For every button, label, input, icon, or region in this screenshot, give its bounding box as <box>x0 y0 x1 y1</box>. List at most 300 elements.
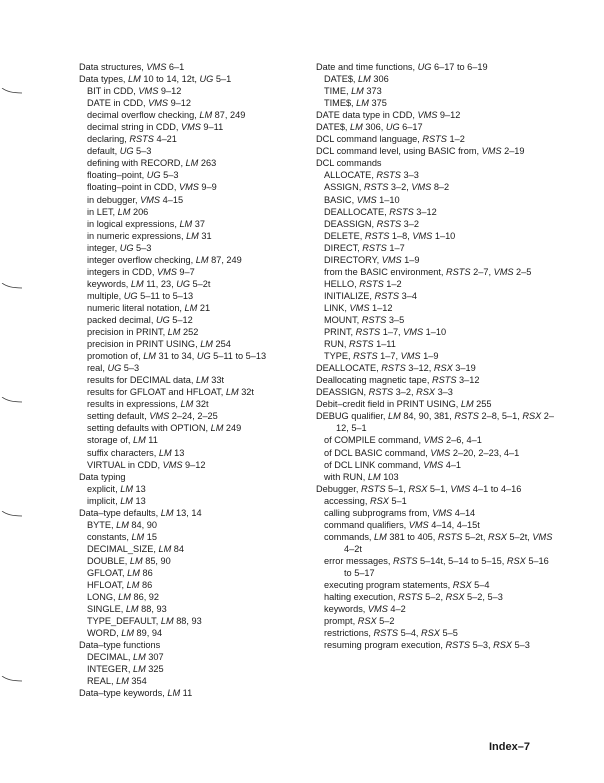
entry-text: 2–24, 2–25 <box>169 411 218 422</box>
entry-text: prompt, <box>324 616 358 627</box>
manual-abbreviation: LM <box>225 387 239 398</box>
manual-abbreviation: VMS <box>493 266 514 277</box>
index-subentry <box>316 579 556 591</box>
index-subentry <box>79 326 294 338</box>
entry-text: 1–7, <box>380 327 404 338</box>
manual-abbreviation: VMS <box>149 411 170 422</box>
manual-abbreviation: LM <box>195 375 209 386</box>
index-subentry <box>316 519 556 531</box>
manual-abbreviation: VMS <box>411 182 432 193</box>
entry-text: REAL, <box>87 676 117 687</box>
manual-abbreviation: RSTS <box>359 278 384 289</box>
manual-abbreviation: LM <box>120 495 133 506</box>
entry-text: DCL command language, <box>316 134 423 145</box>
manual-abbreviation: VMS <box>146 62 167 72</box>
index-subentry <box>79 181 294 193</box>
index-entry <box>79 687 294 699</box>
manual-abbreviation: UG <box>176 278 190 289</box>
entry-text: error messages, <box>324 555 393 566</box>
entry-text: 5–3 <box>160 170 179 181</box>
index-entry <box>79 73 294 85</box>
manual-abbreviation: LM <box>120 483 133 494</box>
manual-abbreviation: VMS <box>400 351 421 362</box>
manual-abbreviation: VMS <box>481 146 502 157</box>
entry-text: DATE data type in CDD, <box>316 110 418 121</box>
index-subentry <box>316 194 556 206</box>
manual-abbreviation: LM <box>195 254 209 265</box>
manual-abbreviation: RSX <box>452 580 472 591</box>
entry-text: 13 <box>132 483 146 494</box>
manual-abbreviation: LM <box>121 628 134 639</box>
entry-text: defining with RECORD, <box>87 158 186 169</box>
entry-text: command qualifiers, <box>324 519 409 530</box>
entry-text: 4–14, 4–15t <box>428 519 480 530</box>
entry-text: 2–8, 5–1, <box>478 411 523 422</box>
entry-text: DEALLOCATE, <box>324 206 390 217</box>
entry-text: ASSIGN, <box>324 182 364 193</box>
index-subentry <box>316 447 556 459</box>
entry-text: of DCL LINK command, <box>324 459 424 470</box>
index-subentry <box>79 543 294 555</box>
manual-abbreviation: RSTS <box>361 314 387 325</box>
entry-text: 1–9 <box>420 351 439 362</box>
entry-text: 5–1, <box>427 483 451 494</box>
entry-text: 13, 14 <box>173 507 202 518</box>
entry-text: WORD, <box>87 628 122 639</box>
entry-text: 9–12 <box>158 86 182 97</box>
index-entry <box>316 157 556 169</box>
entry-text: setting defaults with OPTION, <box>87 423 211 434</box>
manual-abbreviation: UG <box>196 351 211 362</box>
manual-abbreviation: VMS <box>367 604 388 615</box>
page-number: Index–7 <box>489 741 530 753</box>
manual-abbreviation: RSTS <box>398 592 423 603</box>
entry-text: Data types, <box>79 74 129 85</box>
index-entry <box>79 639 294 651</box>
entry-text: of DCL BASIC command, <box>324 447 431 458</box>
index-subentry <box>79 483 294 495</box>
entry-text: 1–10 <box>432 230 456 241</box>
manual-abbreviation: RSTS <box>353 351 378 362</box>
index-entry <box>316 109 556 121</box>
entry-text: packed decimal, <box>87 314 156 325</box>
entry-text: 15 <box>144 531 157 542</box>
index-subentry <box>79 290 294 302</box>
entry-text: Data typing <box>79 471 126 482</box>
manual-abbreviation: UG <box>119 242 134 253</box>
manual-abbreviation: UG <box>417 62 432 72</box>
manual-abbreviation: LM <box>158 447 172 458</box>
entry-text: Data structures, <box>79 62 147 72</box>
manual-abbreviation: LM <box>131 531 145 542</box>
entry-text: precision in PRINT USING, <box>87 339 201 350</box>
index-subentry <box>316 471 556 483</box>
entry-text: 3–19 <box>452 363 476 374</box>
index-subentry <box>79 459 294 471</box>
entry-text: Debugger, <box>316 483 361 494</box>
manual-abbreviation: VMS <box>148 98 169 109</box>
entry-text: 5–3 <box>133 242 152 253</box>
manual-abbreviation: VMS <box>532 531 553 542</box>
manual-abbreviation: UG <box>119 146 134 157</box>
entry-text: 31 <box>198 230 212 241</box>
manual-abbreviation: LM <box>143 351 156 362</box>
index-entry <box>79 471 294 483</box>
entry-text: DELETE, <box>324 230 365 241</box>
entry-text: DEASSIGN, <box>324 218 377 229</box>
manual-abbreviation: LM <box>210 423 224 434</box>
manual-abbreviation: LM <box>199 110 213 121</box>
index-subentry <box>79 386 294 398</box>
entry-text: 5–2 <box>376 616 395 627</box>
index-subentry <box>79 579 294 591</box>
entry-text: multiple, <box>87 290 124 301</box>
index-subentry <box>79 169 294 181</box>
entry-text: 306 <box>370 74 389 85</box>
entry-text: 306, <box>362 122 386 133</box>
entry-text: in LET, <box>87 206 118 217</box>
manual-abbreviation: RSTS <box>364 230 390 241</box>
index-entry <box>316 133 556 145</box>
manual-abbreviation: RSTS <box>355 327 381 338</box>
entry-text: implicit, <box>87 495 121 506</box>
entry-text: 5–2, <box>422 592 446 603</box>
manual-abbreviation: LM <box>130 278 144 289</box>
entry-text: 4–1 <box>443 459 462 470</box>
entry-text: 3–12, <box>405 363 434 374</box>
manual-abbreviation: VMS <box>450 483 471 494</box>
manual-abbreviation: RSX <box>369 495 389 506</box>
index-entry <box>316 61 556 73</box>
index-subentry <box>79 194 294 206</box>
index-subentry <box>79 663 294 675</box>
binding-hole-mark <box>0 397 24 403</box>
entry-text: 5–2t, <box>506 531 533 542</box>
manual-abbreviation: RSTS <box>376 218 402 229</box>
index-subentry <box>79 519 294 531</box>
entry-text: Data–type keywords, <box>79 688 168 699</box>
index-subentry <box>316 266 556 278</box>
manual-abbreviation: RSX <box>421 628 440 639</box>
manual-abbreviation: VMS <box>412 230 433 241</box>
entry-text: in logical expressions, <box>87 218 180 229</box>
index-subentry <box>316 350 556 362</box>
manual-abbreviation: RSTS <box>446 266 471 277</box>
manual-abbreviation: VMS <box>423 435 444 446</box>
entry-text: 255 <box>473 399 492 410</box>
entry-text: 31 to 34, <box>155 351 197 362</box>
entry-text: 3–3 <box>435 387 453 398</box>
manual-abbreviation: RSTS <box>374 290 400 301</box>
manual-abbreviation: LM <box>167 688 181 699</box>
index-subentry <box>79 651 294 663</box>
entry-text: 3–2, <box>393 387 417 398</box>
index-subentry <box>79 218 294 230</box>
index-entry <box>316 145 556 157</box>
manual-abbreviation: UG <box>199 74 214 85</box>
manual-abbreviation: RSTS <box>376 170 401 181</box>
entry-text: Debit–credit field in PRINT USING, <box>316 399 461 410</box>
entry-text: DEASSIGN, <box>316 387 369 398</box>
entry-text: TYPE_DEFAULT, <box>87 616 161 627</box>
manual-abbreviation: LM <box>125 604 139 615</box>
index-subentry <box>79 603 294 615</box>
manual-abbreviation: RSX <box>493 640 512 651</box>
binding-hole-mark <box>0 511 24 517</box>
entry-text: 5–12 <box>169 314 193 325</box>
binding-hole-mark <box>0 88 24 94</box>
entry-text: Data–type functions <box>79 640 161 651</box>
entry-text: 2–19 <box>501 146 525 157</box>
entry-text: Data–type defaults, <box>79 507 161 518</box>
entry-text: keywords, <box>324 604 368 615</box>
entry-text: 86, 92 <box>130 592 160 603</box>
index-subentry <box>79 447 294 459</box>
entry-text: TIME, <box>324 86 352 97</box>
manual-abbreviation: LM <box>158 543 172 554</box>
manual-abbreviation: VMS <box>408 519 429 530</box>
manual-abbreviation: LM <box>132 652 146 663</box>
entry-text: 84, 90 <box>128 519 157 530</box>
entry-text: MOUNT, <box>324 314 362 325</box>
entry-text: 84, 90, 381, <box>400 411 455 422</box>
index-subentry <box>79 555 294 567</box>
entry-text: 5–3, <box>470 640 494 651</box>
entry-text: decimal overflow checking, <box>87 110 200 121</box>
index-subentry <box>79 410 294 422</box>
manual-abbreviation: LM <box>460 399 474 410</box>
index-subentry <box>79 627 294 639</box>
manual-abbreviation: VMS <box>162 459 183 470</box>
entry-text: DOUBLE, <box>87 555 130 566</box>
entry-text: 325 <box>145 664 164 675</box>
manual-abbreviation: LM <box>160 507 174 518</box>
manual-abbreviation: RSX <box>445 592 465 603</box>
entry-text: 3–3 <box>400 170 419 181</box>
index-entry <box>316 374 556 386</box>
binding-hole-mark <box>0 676 24 682</box>
entry-text: 1–7, <box>377 351 401 362</box>
manual-abbreviation: LM <box>132 664 146 675</box>
entry-text: 6–17 <box>399 122 423 133</box>
entry-text: resuming program execution, <box>324 640 446 651</box>
index-subentry <box>316 531 556 555</box>
entry-text: suffix characters, <box>87 447 159 458</box>
entry-text: of COMPILE command, <box>324 435 424 446</box>
index-subentry <box>79 615 294 627</box>
entry-text: halting execution, <box>324 592 399 603</box>
index-subentry <box>79 109 294 121</box>
manual-abbreviation: LM <box>180 399 194 410</box>
index-subentry <box>79 230 294 242</box>
entry-text: 5–1, <box>385 483 409 494</box>
entry-text: ALLOCATE, <box>324 170 377 181</box>
entry-text: 5–4, <box>398 628 422 639</box>
entry-text: 1–11 <box>373 339 396 350</box>
entry-text: 9–12 <box>168 98 192 109</box>
entry-text: 1–7 <box>386 242 405 253</box>
entry-text: DATE in CDD, <box>87 98 149 109</box>
entry-text: 5–11 to 5–13 <box>210 351 267 362</box>
index-subentry <box>316 495 556 507</box>
index-subentry <box>316 254 556 266</box>
manual-abbreviation: LM <box>184 302 198 313</box>
manual-abbreviation: RSX <box>357 616 377 627</box>
entry-text: 206 <box>130 206 149 217</box>
index-subentry <box>316 459 556 471</box>
entry-text: DEBUG qualifier, <box>316 411 388 422</box>
entry-text: 88, 93 <box>173 616 202 627</box>
index-subentry <box>316 507 556 519</box>
manual-abbreviation: VMS <box>356 194 377 205</box>
manual-abbreviation: LM <box>200 339 213 350</box>
index-subentry <box>316 434 556 446</box>
manual-abbreviation: UG <box>123 290 138 301</box>
index-subentry <box>79 434 294 446</box>
entry-text: 5–3 <box>121 363 140 374</box>
entry-text: floating–point in CDD, <box>87 182 179 193</box>
entry-text: 32t <box>193 399 209 410</box>
entry-text: DCL commands <box>316 158 382 169</box>
entry-text: DEALLOCATE, <box>316 363 382 374</box>
index-subentry <box>79 121 294 133</box>
manual-abbreviation: VMS <box>140 194 161 205</box>
entry-text: in numeric expressions, <box>87 230 187 241</box>
index-subentry <box>316 639 556 651</box>
index-column-right <box>316 61 556 651</box>
entry-text: VIRTUAL in CDD, <box>87 459 163 470</box>
manual-abbreviation: LM <box>350 122 363 133</box>
index-subentry <box>316 555 556 579</box>
entry-text: 103 <box>380 471 399 482</box>
manual-abbreviation: LM <box>356 98 369 109</box>
entry-text: numeric literal notation, <box>87 302 185 313</box>
index-subentry <box>79 362 294 374</box>
manual-abbreviation: LM <box>374 531 387 542</box>
entry-text: 21 <box>197 302 211 313</box>
entry-text: DECIMAL, <box>87 652 133 663</box>
index-subentry <box>79 242 294 254</box>
manual-abbreviation: VMS <box>180 122 201 133</box>
entry-text: 6–17 to 6–19 <box>431 62 488 72</box>
manual-abbreviation: LM <box>116 519 129 530</box>
manual-abbreviation: UG <box>385 122 400 133</box>
entry-text: SINGLE, <box>87 604 126 615</box>
index-subentry <box>79 133 294 145</box>
entry-text: 307 <box>145 652 164 663</box>
entry-text: 1–9 <box>401 254 420 265</box>
manual-abbreviation: LM <box>367 471 381 482</box>
index-subentry <box>316 615 556 627</box>
manual-abbreviation: LM <box>160 616 174 627</box>
entry-text: 2–20, 2–23, 4–1 <box>450 447 520 458</box>
index-subentry <box>79 374 294 386</box>
entry-text: BASIC, <box>324 194 357 205</box>
index-subentry <box>79 145 294 157</box>
entry-text: DIRECT, <box>324 242 363 253</box>
entry-text: INTEGER, <box>87 664 133 675</box>
manual-abbreviation: RSTS <box>381 363 406 374</box>
entry-text: 32t <box>238 387 254 398</box>
entry-text: 88, 93 <box>138 604 167 615</box>
entry-text: integers in CDD, <box>87 266 157 277</box>
entry-text: 87, 249 <box>212 110 246 121</box>
index-subentry <box>79 531 294 543</box>
entry-text: 381 to 405, <box>386 531 438 542</box>
entry-text: 2–7, <box>470 266 494 277</box>
index-subentry <box>79 422 294 434</box>
index-entry <box>316 362 556 374</box>
entry-text: 1–8, <box>389 230 413 241</box>
entry-text: 4–1 to 4–16 <box>470 483 522 494</box>
entry-text: 5–2t, <box>462 531 488 542</box>
entry-text: precision in PRINT, <box>87 327 168 338</box>
manual-abbreviation: RSTS <box>437 531 463 542</box>
manual-abbreviation: VMS <box>403 327 424 338</box>
entry-text: 3–12 <box>456 375 480 386</box>
manual-abbreviation: RSX <box>433 363 453 374</box>
index-subentry <box>316 169 556 181</box>
manual-abbreviation: RSTS <box>445 640 471 651</box>
index-subentry <box>79 278 294 290</box>
index-subentry <box>79 495 294 507</box>
entry-text: 4–21 <box>153 134 177 145</box>
index-subentry <box>79 675 294 687</box>
entry-text: 8–2 <box>431 182 450 193</box>
entry-text: 5–2t <box>190 278 211 289</box>
index-subentry <box>316 338 556 350</box>
manual-abbreviation: LM <box>129 555 143 566</box>
entry-text: 5–4 <box>471 580 490 591</box>
entry-text: setting default, <box>87 411 150 422</box>
index-subentry <box>79 302 294 314</box>
entry-text: Deallocating magnetic tape, <box>316 375 432 386</box>
entry-text: 3–2, <box>388 182 412 193</box>
entry-text: 10 to 14, 12t, <box>140 74 200 85</box>
entry-text: 37 <box>192 218 205 229</box>
entry-text: PRINT, <box>324 327 356 338</box>
manual-abbreviation: VMS <box>430 447 451 458</box>
entry-text: commands, <box>324 531 375 542</box>
index-subentry <box>316 242 556 254</box>
index-subentry <box>316 302 556 314</box>
entry-text: 9–7 <box>176 266 195 277</box>
entry-text: 6–1 <box>166 62 185 72</box>
index-subentry <box>316 73 556 85</box>
index-subentry <box>316 591 556 603</box>
entry-text: 2–12, 5–1 <box>336 411 555 434</box>
entry-text: 1–2 <box>383 278 402 289</box>
entry-text: accessing, <box>324 495 370 506</box>
entry-text: declaring, <box>87 134 130 145</box>
entry-text: with RUN, <box>324 471 368 482</box>
manual-abbreviation: RSTS <box>349 339 374 350</box>
entry-text: 375 <box>368 98 387 109</box>
entry-text: LONG, <box>87 592 119 603</box>
manual-abbreviation: LM <box>179 218 193 229</box>
entry-text: 254 <box>212 339 231 350</box>
entry-text: results for GFLOAT and HFLOAT, <box>87 387 226 398</box>
entry-text: integer overflow checking, <box>87 254 196 265</box>
entry-text: LINK, <box>324 302 350 313</box>
entry-text: 13 <box>132 495 146 506</box>
manual-abbreviation: LM <box>117 206 131 217</box>
entry-text: 5–16 to 5–17 <box>344 555 549 578</box>
index-subentry <box>316 314 556 326</box>
entry-text: 2–5 <box>513 266 532 277</box>
entry-text: 1–12 <box>369 302 393 313</box>
binding-hole-mark <box>0 283 24 289</box>
